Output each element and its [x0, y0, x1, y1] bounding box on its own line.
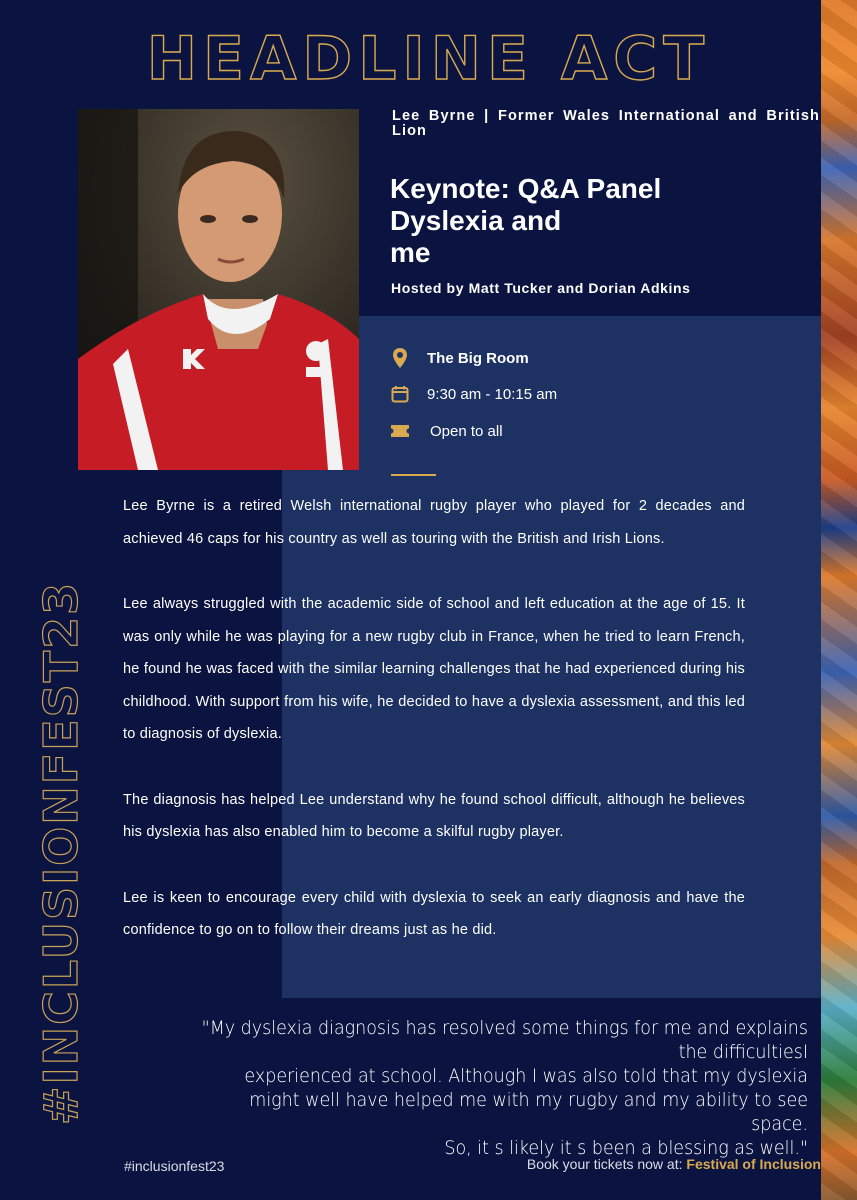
location-row — [390, 347, 529, 369]
speaker-line: Lee Byrne | Former Wales International and British Lion — [392, 108, 820, 139]
calendar-icon — [390, 383, 410, 405]
speaker-quote — [190, 1016, 808, 1160]
location-text: The Big Room — [427, 349, 529, 367]
quote-line-2: experienced at school. Although I was also told that my dyslexia — [244, 1065, 809, 1087]
footer-hashtag: #inclusionfest23 — [124, 1158, 225, 1174]
location-pin-icon — [390, 347, 410, 369]
tickets-link[interactable]: Festival of Inclusion — [686, 1156, 821, 1172]
quote-line-1: "My dyslexia diagnosis has resolved some things for me and explains the difficultiesI — [201, 1017, 808, 1063]
quote-line-4: So, it s likely it s been a blessing as well." — [444, 1137, 808, 1159]
ticket-icon — [390, 420, 410, 442]
speaker-photo — [78, 109, 359, 470]
bio-paragraph: The diagnosis has helped Lee understand why he found school difficult, although he believes his dyslexia has also enabled him to become a skilful rugby player. — [123, 791, 745, 840]
tickets-prefix: Book your tickets now at: — [526, 1156, 683, 1172]
bio-paragraph: Lee Byrne is a retired Welsh international rugby player who played for 2 decades and achieved 46 caps for his country as well as touring with the British and Irish Lions. — [123, 498, 745, 547]
hosted-by: Hosted by Matt Tucker and Dorian Adkins — [391, 280, 691, 296]
bio-text — [123, 490, 745, 980]
bio-paragraph: Lee is keen to encourage every child with dyslexia to seek an early diagnosis and have the confidence to go on to follow their dreams just as he did. — [123, 889, 745, 938]
session-title-line-3: me — [390, 237, 431, 268]
access-row — [390, 420, 503, 442]
time-text: 9:30 am - 10:15 am — [427, 385, 558, 403]
access-text: Open to all — [430, 422, 503, 440]
headline-title-text: HEADLINE ACT — [146, 24, 711, 94]
session-title — [390, 173, 810, 269]
time-row — [390, 383, 557, 405]
quote-line-3: might well have helped me with my rugby and my ability to see space. — [249, 1089, 809, 1135]
headline-title — [0, 24, 857, 94]
side-photo-strip — [821, 0, 857, 1200]
vertical-hashtag: #INCLUSIONFEST23 — [34, 580, 88, 1125]
footer-tickets — [527, 1156, 821, 1172]
bio-paragraph: Lee always struggled with the academic side of school and left education at the age of 15. It was only while he was playing for a new rugby club in France, when he tried to learn French, he found he was faced with the similar learning challenges that he had experienced during his childhood. With support from his wife, he decided to have a dyslexia assessment, and this led to diagnosis of dyslexia. — [123, 596, 745, 742]
session-title-line-2: Dyslexia and — [390, 205, 562, 236]
session-title-line-1: Keynote: Q&A Panel — [390, 173, 662, 204]
divider — [391, 474, 436, 476]
